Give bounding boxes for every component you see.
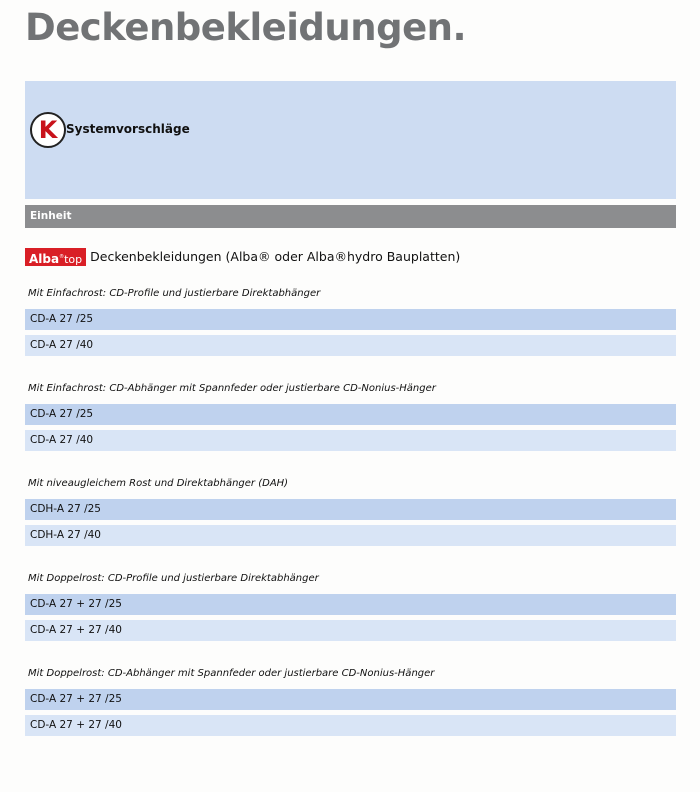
group-heading: Mit Einfachrost: CD-Abhänger mit Spannfeder oder justierbare CD-Nonius-Hänger bbox=[28, 383, 436, 394]
system-row: CD-A 27 /25 bbox=[25, 309, 676, 330]
system-row: CD-A 27 + 27 /40 bbox=[25, 715, 676, 736]
system-proposals-label: Systemvorschläge bbox=[66, 122, 190, 136]
system-proposals-box bbox=[25, 81, 676, 199]
unit-label: Einheit bbox=[30, 210, 72, 222]
page-title: Deckenbekleidungen. bbox=[25, 6, 467, 49]
group-heading: Mit Doppelrost: CD-Abhänger mit Spannfeder oder justierbare CD-Nonius-Hänger bbox=[28, 668, 435, 679]
logo-registered-mark: ® bbox=[59, 253, 65, 260]
logo-part-top: top bbox=[64, 252, 83, 266]
system-row: CD-A 27 + 27 /25 bbox=[25, 594, 676, 615]
group-heading: Mit Einfachrost: CD-Profile und justierbare Direktabhänger bbox=[28, 288, 321, 299]
system-row: CD-A 27 /40 bbox=[25, 430, 676, 451]
brand-row bbox=[25, 246, 460, 266]
system-row: CDH-A 27 /25 bbox=[25, 499, 676, 520]
system-row: CD-A 27 + 27 /40 bbox=[25, 620, 676, 641]
k-badge-icon: K bbox=[30, 112, 66, 148]
unit-header-bar bbox=[25, 205, 676, 228]
system-row: CD-A 27 /40 bbox=[25, 335, 676, 356]
logo-part-alba: Alba bbox=[29, 251, 60, 266]
group-heading: Mit niveaugleichem Rost und Direktabhänger (DAH) bbox=[28, 478, 289, 489]
brand-heading: Deckenbekleidungen (Alba® oder Alba®hydro Bauplatten) bbox=[90, 249, 461, 264]
system-row: CD-A 27 /25 bbox=[25, 404, 676, 425]
group-heading: Mit Doppelrost: CD-Profile und justierbare Direktabhänger bbox=[28, 573, 319, 584]
system-row: CDH-A 27 /40 bbox=[25, 525, 676, 546]
albatop-logo bbox=[25, 248, 86, 266]
system-row: CD-A 27 + 27 /25 bbox=[25, 689, 676, 710]
